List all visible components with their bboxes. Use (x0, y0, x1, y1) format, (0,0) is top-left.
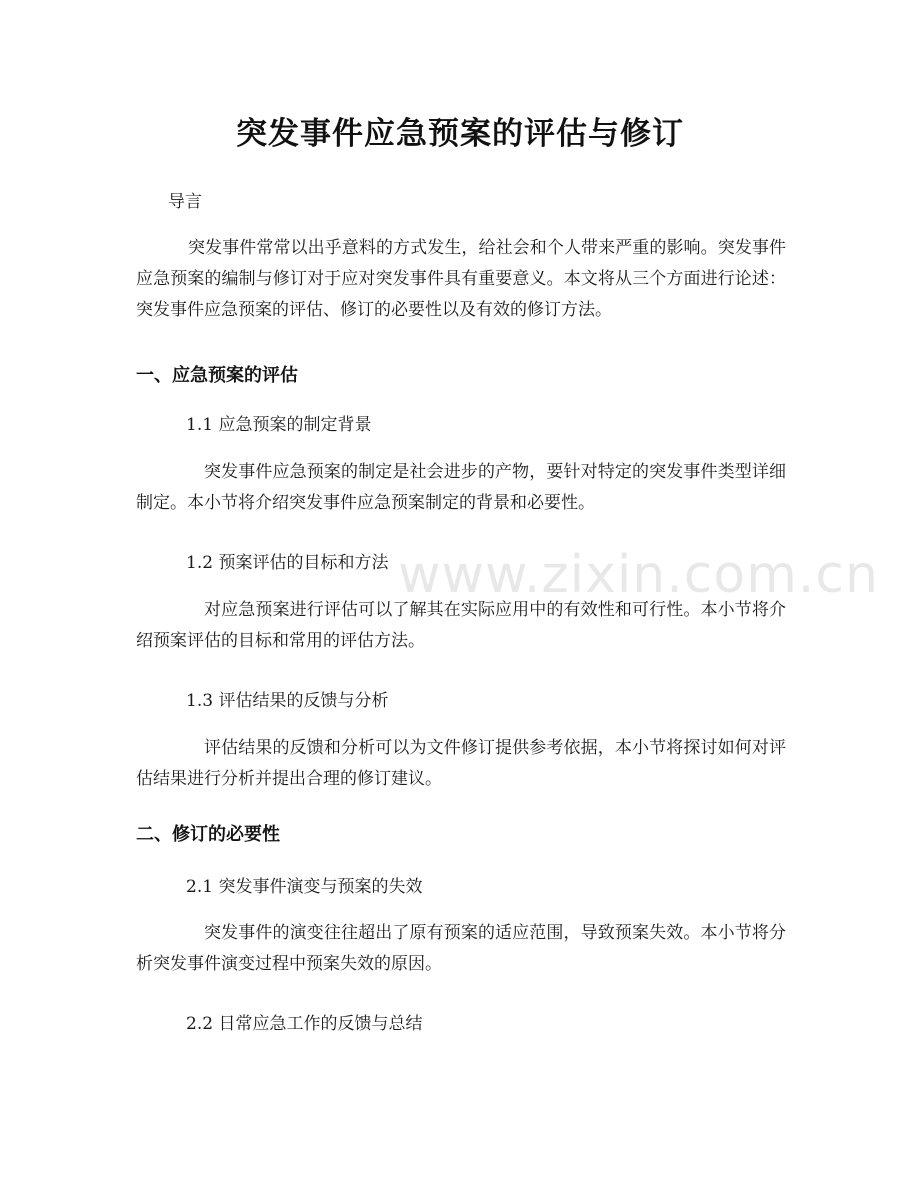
subsection-title: 2.1 突发事件演变与预案的失效 (186, 877, 423, 897)
intro-label: 导言 (168, 192, 202, 212)
subsection-paragraph: 对应急预案进行评估可以了解其在实际应用中的有效性和可行性。本小节将介绍预案评估的目标和常用的评估方法。 (136, 600, 786, 651)
subsection-title: 1.3 评估结果的反馈与分析 (186, 691, 389, 711)
subsection-paragraph: 评估结果的反馈和分析可以为文件修订提供参考依据，本小节将探讨如何对评估结果进行分析并提出合理的修订建议。 (136, 738, 786, 789)
subsection-paragraph: 突发事件应急预案的制定是社会进步的产物，要针对特定的突发事件类型详细制定。本小节将介绍突发事件应急预案制定的背景和必要性。 (136, 462, 786, 513)
subsection-title: 1.1 应急预案的制定背景 (186, 415, 372, 435)
subsection-paragraph: 突发事件的演变往往超出了原有预案的适应范围，导致预案失效。本小节将分析突发事件演变过程中预案失效的原因。 (136, 923, 786, 974)
intro-paragraph: 突发事件常常以出乎意料的方式发生，给社会和个人带来严重的影响。突发事件应急预案的编制与修订对于应对突发事件具有重要意义。本文将从三个方面进行论述：突发事件应急预案的评估、修订的必要性以及有效的修订方法。 (136, 238, 786, 320)
watermark: www.zixin.com.cn (398, 545, 879, 605)
section-heading: 二、修订的必要性 (136, 824, 280, 845)
section-heading: 一、应急预案的评估 (136, 365, 298, 386)
document-title: 突发事件应急预案的评估与修订 (236, 116, 684, 152)
subsection-title: 2.2 日常应急工作的反馈与总结 (186, 1014, 423, 1034)
subsection-title: 1.2 预案评估的目标和方法 (186, 553, 389, 573)
